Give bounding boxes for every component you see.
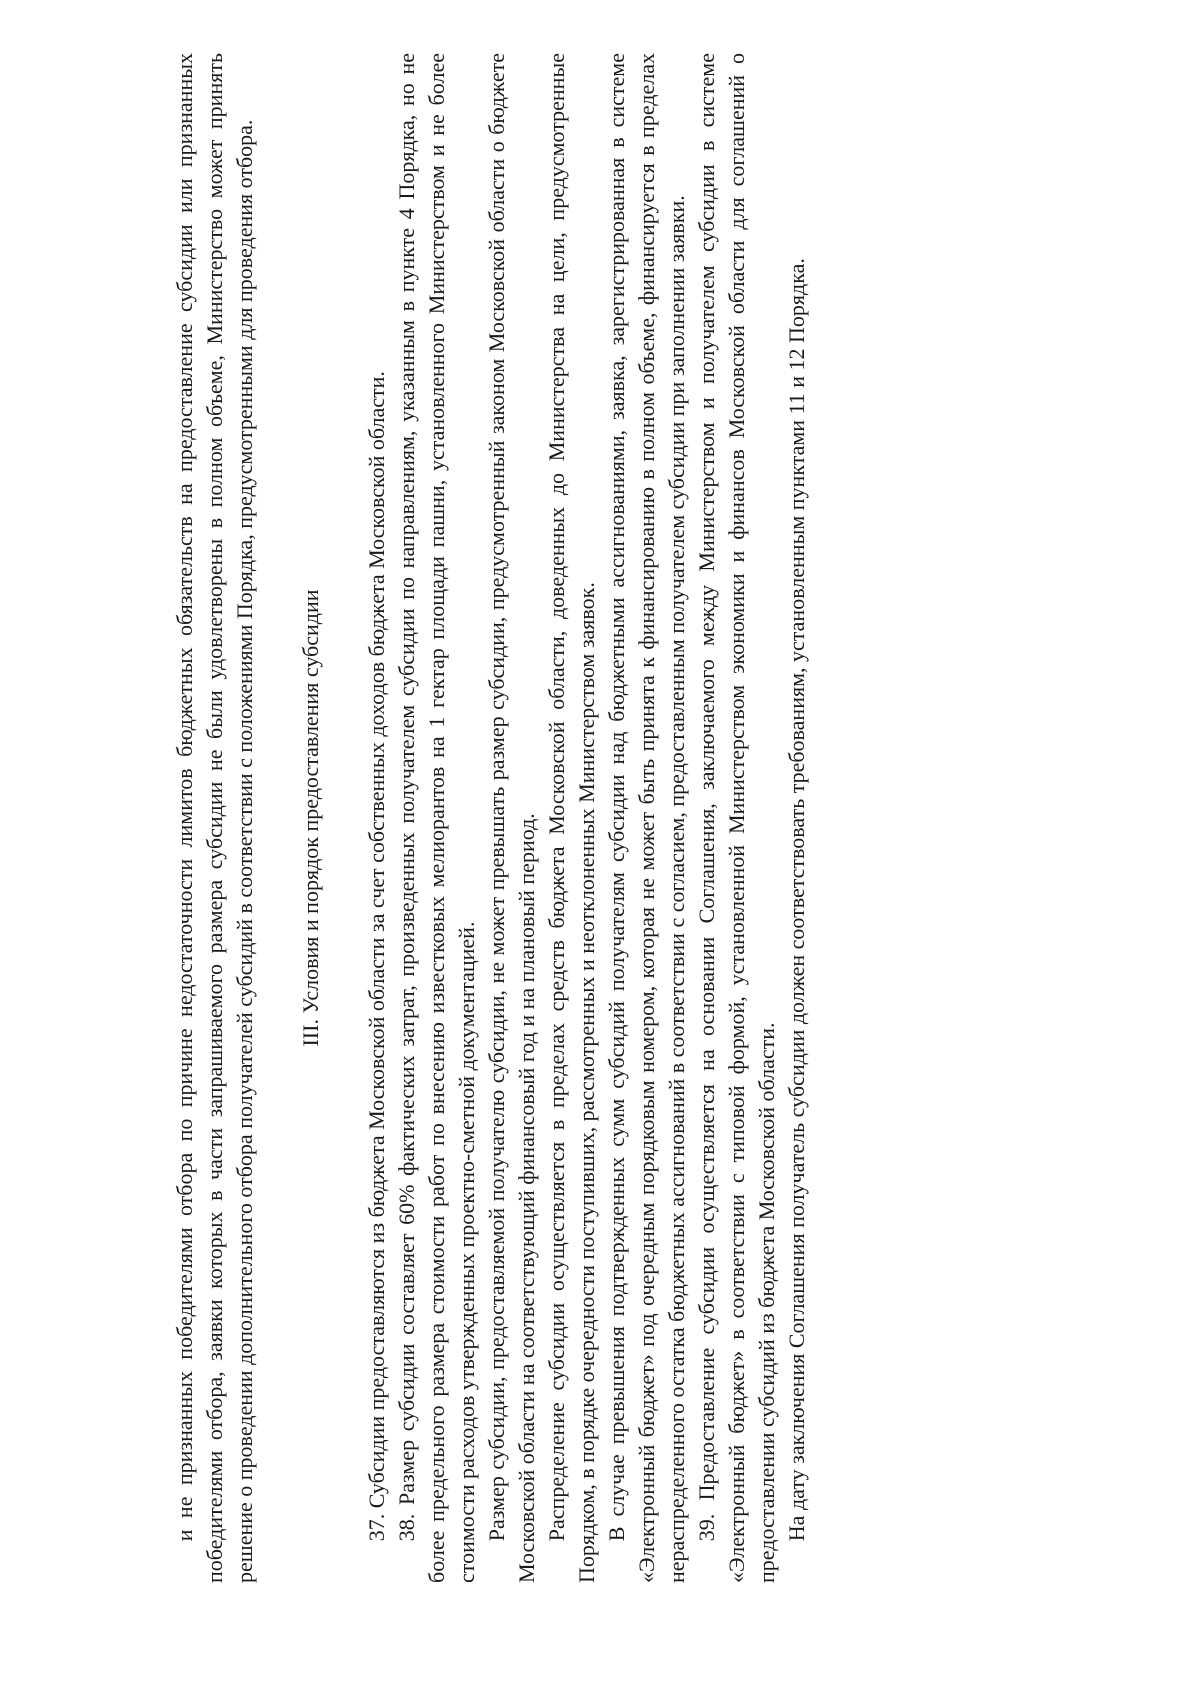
paragraph-excess: В случае превышения подтвержденных сумм субсидий получателям субсидии над бюджетными ассигнованиями, заявка, зарегистрированная в системе «Электронный бюджет» под очередным порядковым номером, которая не может быть принята к финансированию в полном объеме, финансируется в пределах нераспределенного остатка бюджетных ассигнований в соответствии с согласием, предоставленным получателем субсидии при заполнении заявки. bbox=[604, 53, 689, 1583]
paragraph-37: 37. Субсидии предоставляются из бюджета Московской области за счет собственных доходов бюджета Московской области. bbox=[364, 371, 389, 1542]
paragraph-agreement-date: На дату заключения Соглашения получатель субсидии должен соответствовать требованиям, установленным пунктами 11 и 12 Порядка. bbox=[784, 258, 809, 1542]
intro-paragraph: и не признанных победителями отбора по причине недостаточности лимитов бюджетных обязательств на предоставление субсидии или признанных победителями отбора, заявки которых в части запрашиваемого размера субсидии не были удовлетворены в полном объеме, Министерство может принять решение о проведении дополнительного отбора получателей субсидий в соответствии с положениями Порядка, предусмотренными для проведения отбора. bbox=[172, 53, 257, 1583]
paragraph-distribution: Распределение субсидии осуществляется в пределах средств бюджета Московской области, доведенных до Министерства на цели, предусмотренные Порядком, в порядке очередности поступивших, рассмотренных и неотклоненных Министерством заявок. bbox=[544, 53, 599, 1583]
paragraph-39: 39. Предоставление субсидии осуществляется на основании Соглашения, заключаемого между Министерством и получателем субсидии в системе «Электронный бюджет» в соответствии с типовой формой, установленной Министерством экономики и финансов Московской области для соглашений о предоставлении субсидий из бюджета Московской области. bbox=[694, 53, 779, 1583]
rotated-text-block bbox=[170, 53, 920, 1583]
section-heading: III. Условия и порядок предоставления субсидии bbox=[298, 589, 323, 1047]
paragraph-38: 38. Размер субсидии составляет 60% фактических затрат, произведенных получателем субсидии по направлениям, указанным в пункте 4 Порядка, но не более предельного размера стоимости работ по внесению известковых мелиорантов на 1 гектар площади пашни, установленного Министерством и не более стоимости расходов утвержденных проектно-сметной документацией. bbox=[394, 53, 479, 1583]
paragraph-subsidy-size: Размер субсидии, предоставляемой получателю субсидии, не может превышать размер субсидии, предусмотренный законом Московской области о бюджете Московской области на соответствующий финансовый год и на плановый период. bbox=[484, 53, 539, 1583]
